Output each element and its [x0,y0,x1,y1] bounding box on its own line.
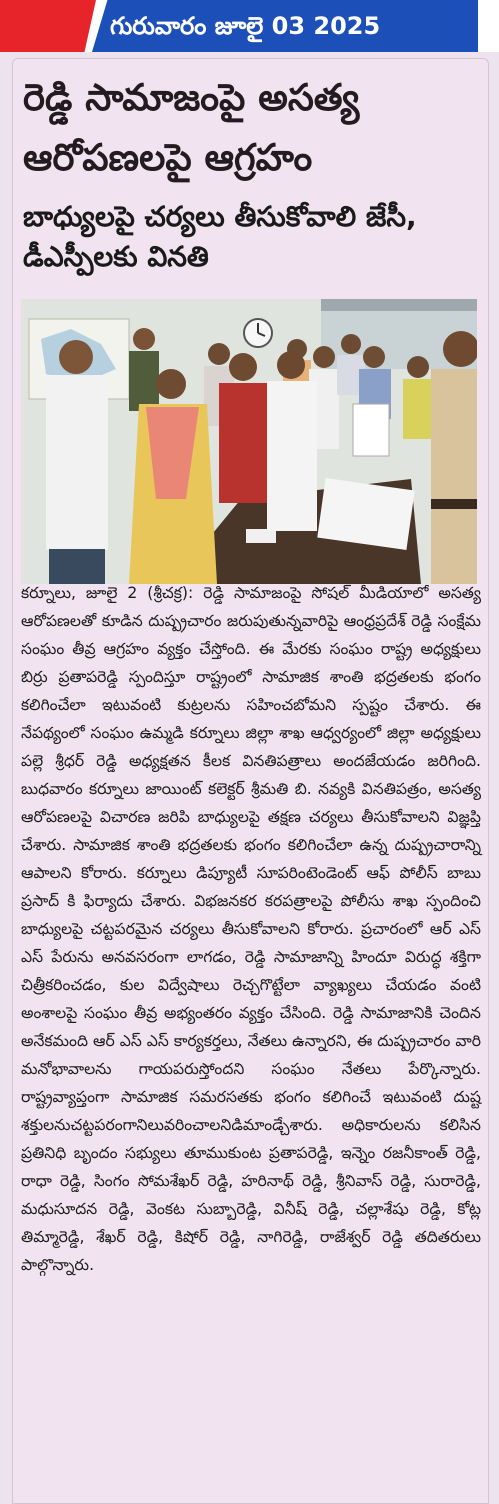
news-photo [21,299,477,584]
masthead-date: గురువారం జూలై 03 2025 [110,12,381,40]
news-article [12,58,489,1504]
masthead-red-band [0,0,96,52]
article-subheadline: బాధ్యులపై చర్యలు తీసుకోవాలి జేసీ, డీఎస్పీలకు వినతి [23,200,417,273]
news-photo-illustration [21,299,477,584]
masthead [0,0,499,52]
masthead-right-strip [478,0,499,52]
article-body: కర్నూలు, జూలై 2 (శ్రీచక్ర): రెడ్డి సామాజంపై సోషల్ మీడియాలో అసత్య ఆరోపణలతో కూడిన దుష్ప్రచారం జరుపుతున్నవారిపై ఆంధ్రప్రదేశ్ రెడ్డి సంక్షేమ సంఘం తీవ్ర ఆగ్రహం వ్యక్తం చేస్తోంది. ఈ మేరకు సంఘం రాష్ట్ర అధ్యక్షులు బిర్రు ప్రతాపరెడ్డి స్పందిస్తూ రాష్ట్రంలో సామాజిక శాంతి భద్రతలకు భంగం కలిగించేలా ఇటువంటి కుట్రలను సహించబోమని స్పష్టం చేశారు. ఈ నేపథ్యంలో సంఘం ఉమ్మడి కర్నూలు జిల్లా శాఖ ఆధ్వర్యంలో జిల్లా అధ్యక్షులు పల్లె శ్రీధర్ రెడ్డి అధ్యక్షతన కీలక వినతిపత్రాలు అందజేయడం జరిగింది. బుధవారం కర్నూలు జాయింట్ కలెక్టర్ శ్రీమతి బి. నవ్యకి వినతిపత్రం, అసత్య ఆరోపణలపై విచారణ జరిపి బాధ్యులపై తక్షణ చర్యలు తీసుకోవాలని విజ్ఞప్తి చేశారు. సామాజిక శాంతి భద్రతలకు భంగం కలిగించేలా ఉన్న దుష్ప్రచారాన్ని ఆపాలని కోరారు. కర్నూలు డిప్యూటీ సూపరింటెండెంట్ ఆఫ్ పోలీస్ బాబు ప్రసాద్ కి ఫిర్యాదు చేశారు. విభజనకర కరపత్రాలపై పోలీసు శాఖ స్పందించి బాధ్యులపై చట్టపరమైన చర్యలు తీసుకోవాలని కోరారు. ప్రచారంలో ఆర్ ఎస్ ఎస్ పేరును అనవసరంగా లాగడం, రెడ్డి సామాజాన్ని హిందూ విరుద్ధ శక్తిగా చిత్రీకరించడం, కుల విద్వేషాలు రెచ్చగొట్టేలా వ్యాఖ్యలు చేయడం వంటి అంశాలపై సంఘం తీవ్ర అభ్యంతరం వ్యక్తం చేసింది. రెడ్డి సామాజానికి చెందిన అనేకమంది ఆర్ ఎస్ ఎస్ కార్యకర్తలు, నేతలు ఉన్నారని, ఈ దుష్ప్రచారం వారి మనోభావాలను గాయపరుస్తోందని సంఘం నేతలు పేర్కొన్నారు. రాష్ట్రవ్యాప్తంగా సామాజిక సమరసతకు భంగం కలిగించే ఇటువంటి దుష్ట శక్తులనుచట్టపరంగానిలువరించాలనిడిమాండ్చేశారు. అధికారులను కలిసిన ప్రతినిధి బృందం సభ్యులు తూముకుంట ప్రతాపరెడ్డి, ఇన్నెం రజనీకాంత్ రెడ్డి, రాధా రెడ్డి, సింగం సోమశేఖర్ రెడ్డి, హరినాథ్ రెడ్డి, శ్రీనివాస్ రెడ్డి, సురారెడ్డి, మధుసూదన రెడ్డి, వెంకట సుబ్బారెడ్డి, వినీష్ రెడ్డి, చల్లాశేషు రెడ్డి, కోట్ల తిమ్మారెడ్డి, శేఖర్ రెడ్డి, కిషోర్ రెడ్డి, నాగిరెడ్డి, రాజేశ్వర్ రెడ్డి తదితరులు పాల్గొన్నారు. [21,584,481,1274]
article-headline: రెడ్డి సామాజంపై అసత్య ఆరోపణలపై ఆగ్రహం [23,75,360,179]
